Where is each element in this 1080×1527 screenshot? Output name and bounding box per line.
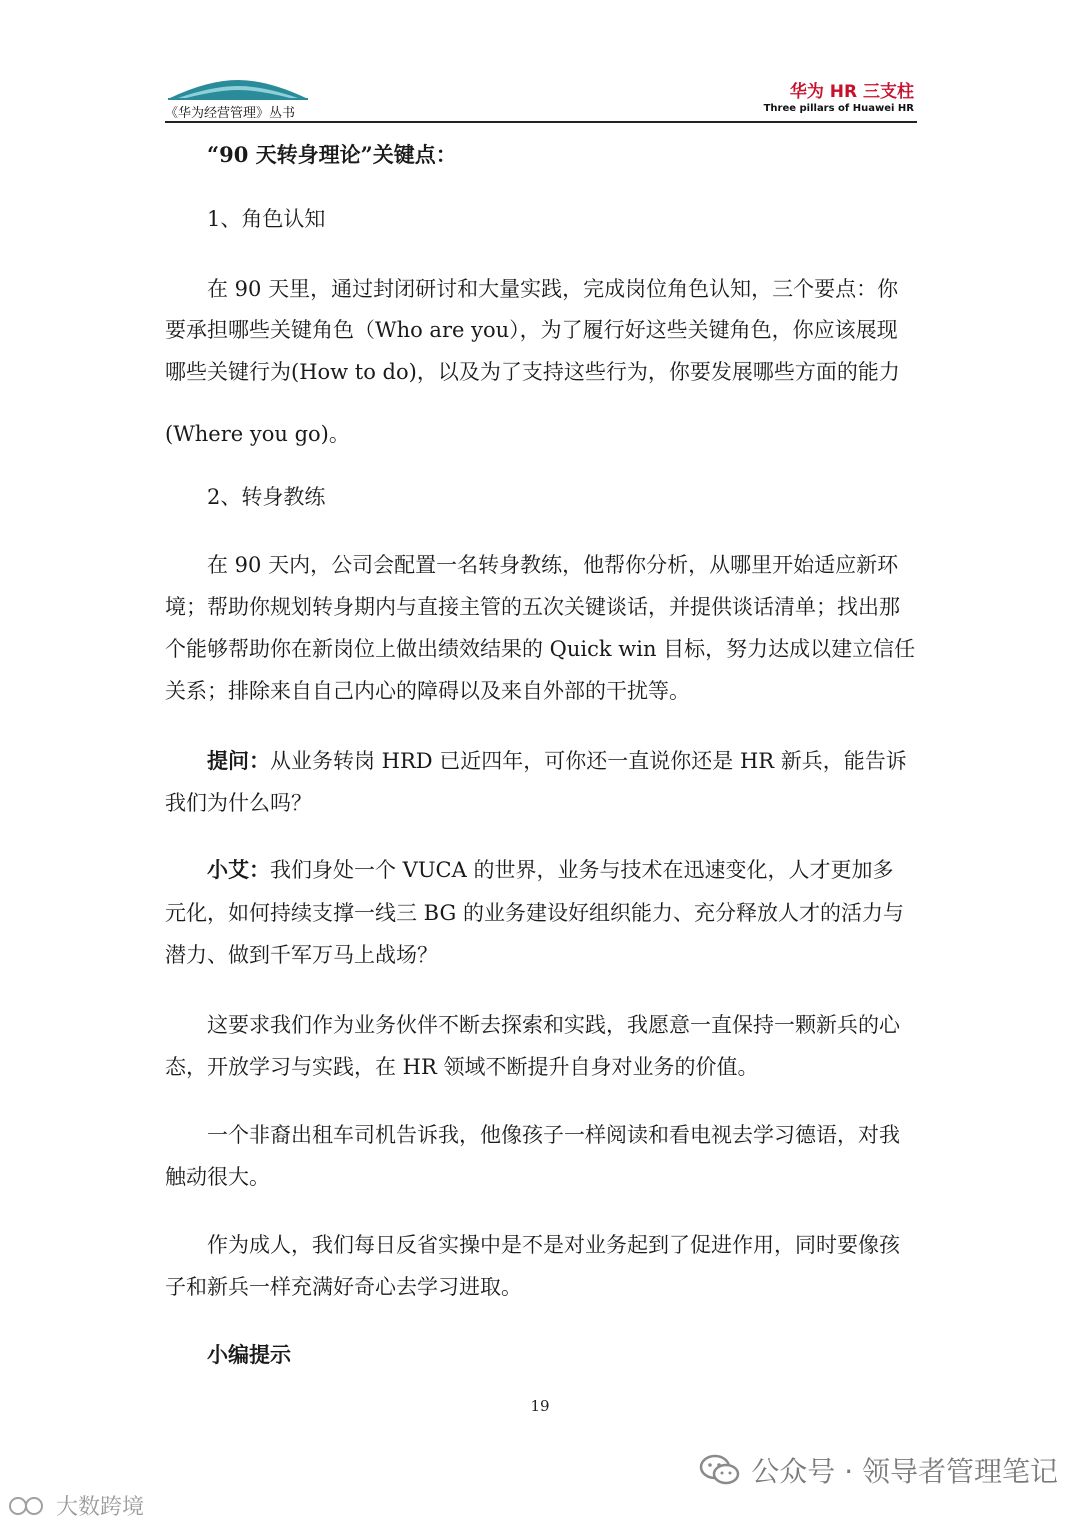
answer-text: 我们身处一个 VUCA 的世界，业务与技术在迅速变化，人才更加多 <box>270 858 894 882</box>
paragraph-line: 一个非裔出租车司机告诉我，他像孩子一样阅读和看电视去学习德语，对我 <box>207 1123 900 1147</box>
paragraph-line: 哪些关键行为(How to do)，以及为了支持这些行为，你要发展哪些方面的能力 <box>165 360 900 384</box>
series-label: 《华为经营管理》丛书 <box>165 106 296 121</box>
paragraph-line: 潜力、做到千军万马上战场？ <box>165 943 438 967</box>
page-number: 19 <box>530 1397 550 1415</box>
logo-mountain-icon <box>168 76 308 102</box>
paragraph-line: 触动很大。 <box>165 1165 270 1189</box>
question-text: 从业务转岗 HRD 已近四年，可你还一直说你还是 HR 新兵，能告诉 <box>270 749 907 773</box>
answer-label: 小艾： <box>207 857 270 882</box>
paragraph-line: 我们为什么吗？ <box>165 791 312 815</box>
question-line <box>207 744 917 778</box>
brand-block <box>764 82 914 116</box>
wechat-icon <box>699 1453 741 1487</box>
dashuju-watermark-text: 大数跨境 <box>56 1495 145 1520</box>
tip-heading: 小编提示 <box>207 1342 291 1367</box>
paragraph-line: 子和新兵一样充满好奇心去学习进取。 <box>165 1275 522 1299</box>
section-1-title: 1、角色认知 <box>207 207 326 231</box>
dashuju-watermark <box>8 1490 144 1521</box>
brand-title: 华为 HR 三支柱 <box>789 82 914 102</box>
paragraph-line: 在 90 天里，通过封闭研讨和大量实践，完成岗位角色认知，三个要点：你 <box>207 277 899 301</box>
paragraph-line: 个能够帮助你在新岗位上做出绩效结果的 Quick win 目标，努力达成以建立信任 <box>165 637 916 661</box>
paragraph-line: (Where you go)。 <box>165 422 350 446</box>
brand-subtitle: Three pillars of Huawei HR <box>763 103 914 114</box>
paragraph-line: 态，开放学习与实践，在 HR 领域不断提升自身对业务的价值。 <box>165 1055 759 1079</box>
section-heading: “90 天转身理论”关键点： <box>207 142 457 167</box>
dashuju-logo-icon <box>8 1495 50 1517</box>
section-2-title: 2、转身教练 <box>207 485 326 509</box>
header-rule <box>165 121 917 123</box>
question-label: 提问： <box>207 748 270 773</box>
paragraph-line: 在 90 天内，公司会配置一名转身教练，他帮你分析，从哪里开始适应新环 <box>207 553 899 577</box>
paragraph-line: 元化，如何持续支撑一线三 BG 的业务建设好组织能力、充分释放人才的活力与 <box>165 901 904 925</box>
answer-line <box>207 853 917 887</box>
paragraph-line: 这要求我们作为业务伙伴不断去探索和实践，我愿意一直保持一颗新兵的心 <box>207 1013 900 1037</box>
paragraph-line: 要承担哪些关键角色（Who are you），为了履行好这些关键角色，你应该展现 <box>165 318 898 342</box>
paragraph-line: 关系；排除来自自己内心的障碍以及来自外部的干扰等。 <box>165 679 690 703</box>
wechat-watermark-text: 公众号 · 领导者管理笔记 <box>751 1455 1058 1488</box>
wechat-watermark <box>699 1450 1058 1490</box>
paragraph-line: 作为成人，我们每日反省实操中是不是对业务起到了促进作用，同时要像孩 <box>207 1233 900 1257</box>
paragraph-line: 境；帮助你规划转身期内与直接主管的五次关键谈话，并提供谈话清单；找出那 <box>165 595 900 619</box>
